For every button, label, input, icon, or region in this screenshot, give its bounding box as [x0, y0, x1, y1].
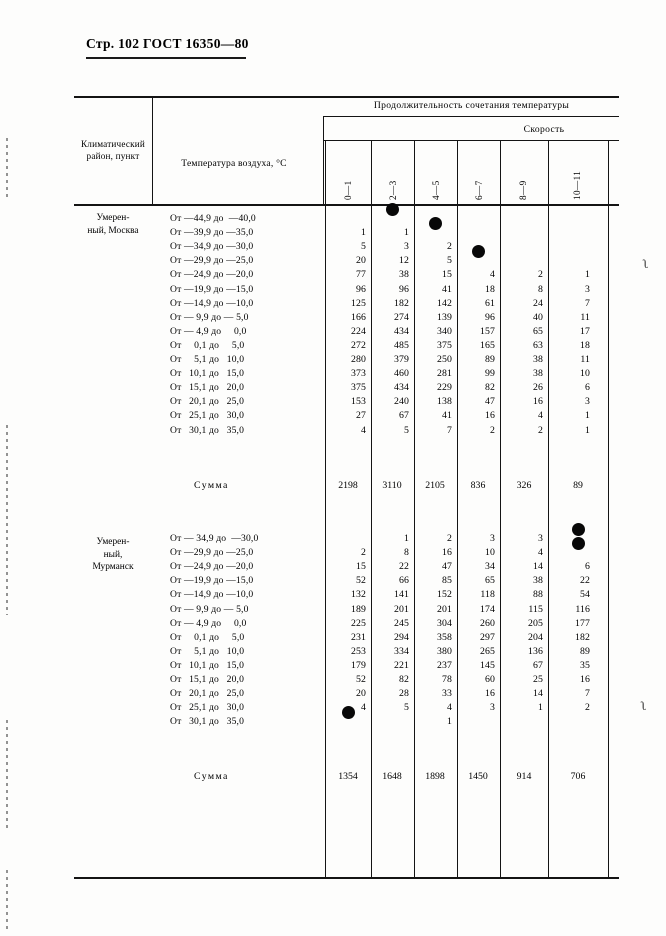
- data-cell: 89: [485, 354, 495, 365]
- data-cell: 96: [399, 283, 409, 295]
- sum-cell: 914: [516, 771, 532, 782]
- data-cell: 138: [437, 396, 452, 408]
- data-cell: 6: [585, 561, 590, 573]
- data-cell: 165: [480, 339, 495, 351]
- data-cell: 460: [394, 368, 409, 380]
- temperature-range: От —24,9 до —20,0: [170, 269, 254, 281]
- header-duration-span: Продолжительность сочетания температуры: [373, 100, 570, 111]
- data-cell: 40: [533, 311, 543, 323]
- data-cell: 47: [442, 561, 452, 573]
- data-cell: 1: [361, 227, 366, 239]
- data-cell: 5: [404, 702, 409, 714]
- data-cell: 66: [399, 575, 409, 587]
- data-cell: 304: [437, 617, 452, 629]
- data-cell: 340: [437, 325, 452, 337]
- data-cell: 11: [580, 311, 590, 323]
- speed-span-rule: [324, 140, 619, 141]
- data-cell: 229: [437, 382, 452, 394]
- data-cell: 7: [447, 424, 452, 436]
- data-cell: 8: [404, 547, 409, 559]
- data-cell: 294: [394, 631, 409, 643]
- data-cell: 24: [533, 297, 543, 309]
- scan-speck: ʅ: [641, 698, 647, 713]
- data-cell: 253: [351, 645, 366, 657]
- header-air-temperature: Температура воздуха, °C: [181, 158, 287, 169]
- data-cell: 18: [485, 283, 495, 295]
- data-cell: 20: [356, 255, 366, 267]
- temperature-range: От 25,1 до 30,0: [170, 410, 245, 422]
- data-cell: 225: [351, 617, 366, 629]
- temperature-range: От —14,9 до —10,0: [170, 297, 254, 309]
- data-cell: 380: [437, 645, 452, 657]
- data-cell: 5: [404, 424, 409, 436]
- sum-cell: 1450: [468, 771, 488, 782]
- data-cell: 6: [585, 382, 590, 394]
- data-cell: 142: [437, 297, 452, 309]
- header-speed-col-3: 6—7: [474, 180, 484, 200]
- temperature-range: От —39,9 до —35,0: [170, 227, 254, 239]
- data-cell: 373: [351, 368, 366, 380]
- data-cell: 3: [538, 533, 543, 544]
- data-cell: 96: [485, 311, 495, 323]
- data-cell: 297: [480, 631, 495, 643]
- ink-blot-marker: [342, 706, 355, 719]
- data-cell: 27: [356, 410, 366, 422]
- header-speed-col-1: 2—3: [388, 180, 398, 200]
- data-cell: 78: [442, 674, 452, 685]
- data-cell: 82: [399, 674, 409, 685]
- scan-edge-noise: [6, 870, 8, 930]
- sum-cell: 1648: [382, 771, 402, 782]
- data-cell: 334: [394, 645, 409, 657]
- temperature-range: От 30,1 до 35,0: [170, 716, 245, 728]
- data-cell: 375: [351, 382, 366, 394]
- region-line: Мурманск: [92, 562, 134, 573]
- data-cell: 153: [351, 396, 366, 408]
- data-cell: 136: [528, 645, 543, 657]
- temperature-range: От —44,9 до —40,0: [170, 213, 256, 224]
- data-cell: 22: [399, 561, 409, 573]
- data-cell: 224: [351, 325, 366, 337]
- data-cell: 2: [585, 702, 590, 714]
- data-cell: 15: [356, 561, 366, 573]
- data-cell: 204: [528, 631, 543, 643]
- header-speed-col-2: 4—5: [431, 180, 441, 200]
- table-bottom-rule: [74, 877, 619, 879]
- temperature-range: От —19,9 до —15,0: [170, 575, 254, 587]
- data-cell: 10: [485, 547, 495, 559]
- data-cell: 4: [538, 410, 543, 422]
- duration-span-rule: [324, 116, 619, 117]
- temperature-range: От — 4,9 до 0,0: [170, 617, 247, 629]
- data-cell: 166: [351, 311, 366, 323]
- sum-cell: 89: [573, 480, 583, 491]
- data-cell: 1: [447, 716, 452, 728]
- temperature-range: От 15,1 до 20,0: [170, 382, 245, 394]
- scan-edge-noise: [6, 138, 8, 198]
- data-cell: 16: [485, 688, 495, 700]
- data-cell: 115: [528, 603, 543, 615]
- temperature-range: От —14,9 до —10,0: [170, 589, 254, 601]
- page-number: Стр. 102: [86, 36, 140, 51]
- data-cell: 77: [356, 269, 366, 281]
- data-cell: 61: [485, 297, 495, 309]
- header-climate-region: Климатический район, пункт: [80, 139, 146, 162]
- data-cell: 280: [351, 354, 366, 365]
- data-cell: 65: [533, 325, 543, 337]
- data-cell: 96: [356, 283, 366, 295]
- temperature-range: От 25,1 до 30,0: [170, 702, 245, 714]
- data-cell: 7: [585, 688, 590, 700]
- sum-cell: 1898: [425, 771, 445, 782]
- data-cell: 2: [447, 241, 452, 253]
- data-cell: 274: [394, 311, 409, 323]
- data-cell: 8: [538, 283, 543, 295]
- data-cell: 182: [575, 631, 590, 643]
- data-cell: 201: [437, 603, 452, 615]
- data-cell: 4: [447, 702, 452, 714]
- scan-edge-noise: [6, 425, 8, 615]
- sum-cell: 1354: [338, 771, 358, 782]
- temperature-range: От 10,1 до 15,0: [170, 659, 245, 671]
- data-cell: 434: [394, 325, 409, 337]
- temperature-range: От 15,1 до 20,0: [170, 674, 245, 685]
- temperature-range: От — 9,9 до — 5,0: [170, 603, 249, 615]
- data-cell: 28: [399, 688, 409, 700]
- data-cell: 52: [356, 575, 366, 587]
- data-cell: 375: [437, 339, 452, 351]
- data-cell: 1: [585, 269, 590, 281]
- data-cell: 2: [361, 547, 366, 559]
- col-rule-s3: [457, 140, 458, 877]
- sum-cell: 326: [516, 480, 532, 491]
- data-cell: 245: [394, 617, 409, 629]
- header-speed-col-4: 8—9: [518, 180, 528, 200]
- running-head: [86, 36, 249, 52]
- data-cell: 152: [437, 589, 452, 601]
- temperature-range: От — 9,9 до — 5,0: [170, 311, 249, 323]
- temperature-range: От 20,1 до 25,0: [170, 688, 245, 700]
- ink-blot-marker: [386, 203, 399, 216]
- data-cell: 141: [394, 589, 409, 601]
- sum-cell: 836: [470, 480, 486, 491]
- temperature-range: От 5,1 до 10,0: [170, 354, 245, 365]
- data-cell: 132: [351, 589, 366, 601]
- scan-speck: ʅ: [643, 256, 649, 271]
- data-cell: 1: [404, 227, 409, 239]
- header-speed-col-5: 10—11: [572, 170, 582, 200]
- running-head-rule: [86, 57, 246, 59]
- data-cell: 16: [485, 410, 495, 422]
- sum-label-moscow: Сумма: [194, 480, 229, 491]
- data-cell: 11: [580, 354, 590, 365]
- temperature-range: От — 4,9 до 0,0: [170, 325, 247, 337]
- data-cell: 272: [351, 339, 366, 351]
- data-cell: 221: [394, 659, 409, 671]
- data-cell: 38: [533, 354, 543, 365]
- data-cell: 14: [533, 688, 543, 700]
- data-cell: 47: [485, 396, 495, 408]
- temperature-range: От —29,9 до —25,0: [170, 547, 254, 559]
- data-cell: 205: [528, 617, 543, 629]
- region-line: Умерен-: [96, 213, 130, 223]
- data-cell: 38: [399, 269, 409, 281]
- region-label-murmansk: [74, 536, 152, 574]
- data-cell: 265: [480, 645, 495, 657]
- data-cell: 5: [361, 241, 366, 253]
- temperature-range: От 0,1 до 5,0: [170, 339, 245, 351]
- temperature-range: От 5,1 до 10,0: [170, 645, 245, 657]
- data-cell: 89: [580, 645, 590, 657]
- data-cell: 2: [490, 424, 495, 436]
- data-cell: 231: [351, 631, 366, 643]
- region-line: ный, Москва: [87, 225, 139, 236]
- data-cell: 22: [580, 575, 590, 587]
- data-cell: 118: [480, 589, 495, 601]
- ink-blot-marker: [572, 523, 585, 536]
- data-cell: 16: [533, 396, 543, 408]
- data-cell: 99: [485, 368, 495, 380]
- data-cell: 4: [490, 269, 495, 281]
- data-cell: 41: [442, 283, 452, 295]
- region-line: Умерен-: [96, 537, 130, 547]
- data-cell: 25: [533, 674, 543, 685]
- data-cell: 2: [538, 269, 543, 281]
- data-cell: 16: [442, 547, 452, 559]
- data-cell: 3: [404, 241, 409, 253]
- data-cell: 379: [394, 354, 409, 365]
- data-cell: 7: [585, 297, 590, 309]
- data-cell: 10: [580, 368, 590, 380]
- header-bottom-rule: [74, 204, 619, 206]
- data-cell: 125: [351, 297, 366, 309]
- sum-cell: 2105: [425, 480, 445, 491]
- data-cell: 4: [361, 702, 366, 714]
- data-cell: 54: [580, 589, 590, 601]
- col-rule-climate: [152, 96, 153, 204]
- data-cell: 65: [485, 575, 495, 587]
- sum-label-murmansk: Сумма: [194, 771, 229, 782]
- col-rule-temp: [323, 116, 324, 204]
- data-cell: 67: [399, 410, 409, 422]
- data-cell: 179: [351, 659, 366, 671]
- data-cell: 85: [442, 575, 452, 587]
- temperature-duration-table: [74, 96, 619, 878]
- data-cell: 260: [480, 617, 495, 629]
- col-rule-s4: [500, 140, 501, 877]
- data-cell: 358: [437, 631, 452, 643]
- data-cell: 38: [533, 368, 543, 380]
- region-label-moscow: [74, 212, 152, 237]
- data-cell: 88: [533, 589, 543, 601]
- ink-blot-marker: [472, 245, 485, 258]
- data-cell: 3: [490, 533, 495, 544]
- standard-number: ГОСТ 16350—80: [142, 36, 249, 51]
- data-cell: 4: [538, 547, 543, 559]
- temperature-range: От —19,9 до —15,0: [170, 283, 254, 295]
- data-cell: 434: [394, 382, 409, 394]
- data-cell: 12: [399, 255, 409, 267]
- temperature-range: От 30,1 до 35,0: [170, 424, 245, 436]
- data-cell: 1: [404, 533, 409, 544]
- data-cell: 52: [356, 674, 366, 685]
- data-cell: 16: [580, 674, 590, 685]
- data-cell: 41: [442, 410, 452, 422]
- temperature-range: От —24,9 до —20,0: [170, 561, 254, 573]
- data-cell: 34: [485, 561, 495, 573]
- data-cell: 240: [394, 396, 409, 408]
- data-cell: 15: [442, 269, 452, 281]
- data-cell: 1: [538, 702, 543, 714]
- temperature-range: От 20,1 до 25,0: [170, 396, 245, 408]
- header-speed-span: Скорость: [523, 124, 565, 135]
- region-line: ный,: [103, 549, 123, 560]
- data-cell: 2: [447, 533, 452, 544]
- data-cell: 67: [533, 659, 543, 671]
- data-cell: 237: [437, 659, 452, 671]
- data-cell: 33: [442, 688, 452, 700]
- data-cell: 20: [356, 688, 366, 700]
- data-cell: 1: [585, 410, 590, 422]
- data-cell: 38: [533, 575, 543, 587]
- data-cell: 1: [585, 424, 590, 436]
- sum-cell: 3110: [382, 480, 402, 491]
- temperature-range: От — 34,9 до —30,0: [170, 533, 259, 544]
- data-cell: 63: [533, 339, 543, 351]
- data-cell: 116: [575, 603, 590, 615]
- temperature-range: От —34,9 до —30,0: [170, 241, 254, 253]
- data-cell: 485: [394, 339, 409, 351]
- data-cell: 3: [490, 702, 495, 714]
- data-cell: 60: [485, 674, 495, 685]
- data-cell: 201: [394, 603, 409, 615]
- sum-cell: 2198: [338, 480, 358, 491]
- col-rule-s6: [608, 140, 609, 877]
- data-cell: 18: [580, 339, 590, 351]
- ink-blot-marker: [572, 537, 585, 550]
- ink-blot-marker: [429, 217, 442, 230]
- sum-cell: 706: [570, 771, 586, 782]
- data-cell: 3: [585, 283, 590, 295]
- data-cell: 5: [447, 255, 452, 267]
- data-cell: 2: [538, 424, 543, 436]
- data-cell: 145: [480, 659, 495, 671]
- data-cell: 189: [351, 603, 366, 615]
- header-speed-col-0: 0—1: [343, 180, 353, 200]
- data-cell: 17: [580, 325, 590, 337]
- data-cell: 26: [533, 382, 543, 394]
- data-cell: 82: [485, 382, 495, 394]
- data-cell: 250: [437, 354, 452, 365]
- temperature-range: От 0,1 до 5,0: [170, 631, 245, 643]
- temperature-range: От —29,9 до —25,0: [170, 255, 254, 267]
- data-cell: 281: [437, 368, 452, 380]
- data-cell: 174: [480, 603, 495, 615]
- data-cell: 157: [480, 325, 495, 337]
- data-cell: 3: [585, 396, 590, 408]
- data-cell: 35: [580, 659, 590, 671]
- table-top-rule: [74, 96, 619, 98]
- temperature-range: От 10,1 до 15,0: [170, 368, 245, 380]
- scan-edge-noise: [6, 720, 8, 830]
- data-cell: 139: [437, 311, 452, 323]
- data-cell: 4: [361, 424, 366, 436]
- data-cell: 14: [533, 561, 543, 573]
- data-cell: 177: [575, 617, 590, 629]
- data-cell: 182: [394, 297, 409, 309]
- col-rule-s5: [548, 140, 549, 877]
